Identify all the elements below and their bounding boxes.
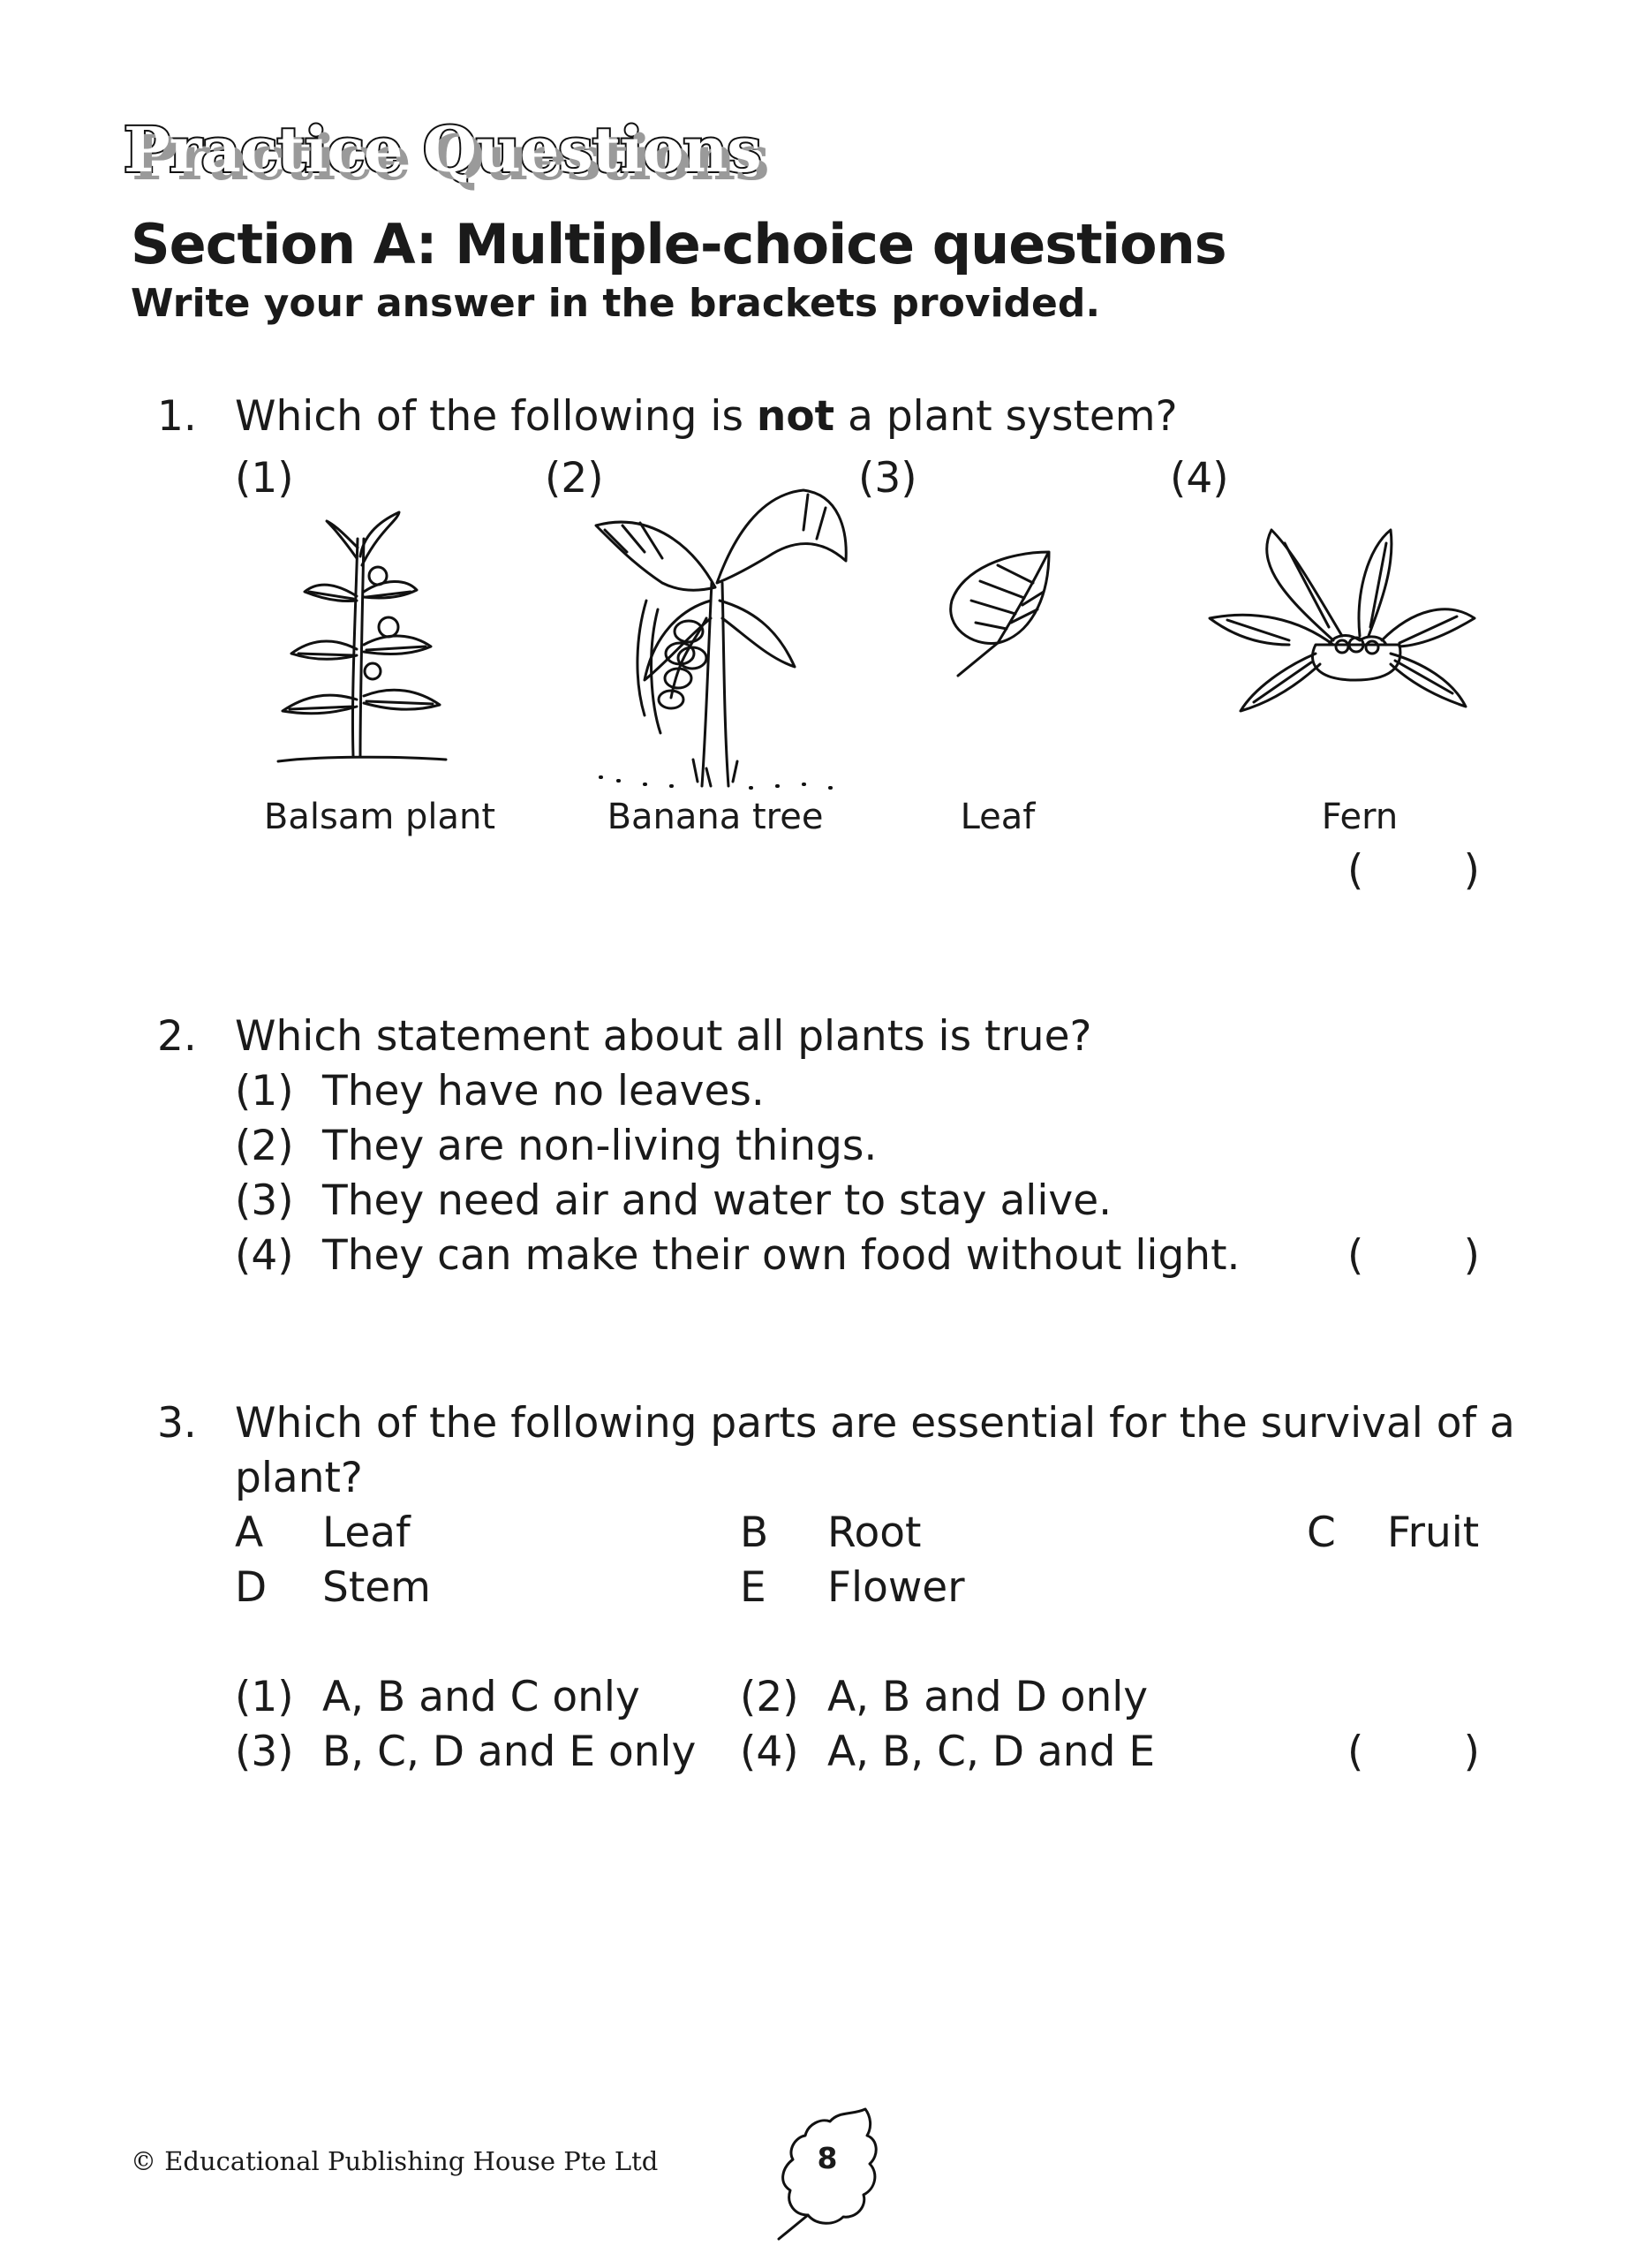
- part-name: Leaf: [322, 1509, 411, 1557]
- option-number: (3): [858, 454, 917, 503]
- question-number: 3.: [157, 1399, 197, 1448]
- option-number: (3): [235, 1728, 294, 1776]
- option-text: They need air and water to stay alive.: [322, 1176, 1113, 1225]
- option-text: A, B and D only: [827, 1673, 1149, 1721]
- option-number: (4): [1170, 454, 1229, 503]
- part-name: Fruit: [1387, 1509, 1480, 1557]
- answer-bracket[interactable]: ( ): [1347, 1231, 1480, 1280]
- question-text: Which of the following is not a plant system?: [235, 392, 1178, 441]
- question-text: plant?: [235, 1454, 363, 1502]
- question-number: 2.: [157, 1012, 197, 1061]
- fern-plant-icon: [1201, 512, 1483, 715]
- option-text: They have no leaves.: [322, 1067, 765, 1115]
- part-letter: E: [740, 1563, 766, 1612]
- balsam-plant-icon: [265, 495, 459, 768]
- option-number: (2): [545, 454, 604, 503]
- option-number: (3): [235, 1176, 294, 1225]
- option-number: (2): [235, 1122, 294, 1170]
- question-text: Which statement about all plants is true?: [235, 1012, 1092, 1061]
- question-number: 1.: [157, 392, 197, 441]
- answer-bracket[interactable]: ( ): [1347, 846, 1480, 895]
- option-caption: Leaf: [960, 797, 1036, 837]
- copyright-text: © Educational Publishing House Pte Ltd: [131, 2146, 659, 2176]
- part-name: Root: [827, 1509, 922, 1557]
- emphasis-text: not: [756, 392, 835, 441]
- option-number: (4): [740, 1728, 799, 1776]
- instruction-text: Write your answer in the brackets provided.: [131, 281, 1101, 326]
- section-title: Section A: Multiple-choice questions: [131, 212, 1226, 276]
- option-number: (1): [235, 1067, 294, 1115]
- option-text: They can make their own food without light.: [322, 1231, 1241, 1280]
- part-letter: A: [235, 1509, 264, 1557]
- option-number: (1): [235, 1673, 294, 1721]
- option-number: (4): [235, 1231, 294, 1280]
- question-text: Which of the following parts are essential for the survival of a: [235, 1399, 1515, 1448]
- banana-tree-icon: [583, 477, 856, 795]
- option-caption: Banana tree: [607, 797, 824, 837]
- option-caption: Balsam plant: [263, 797, 496, 837]
- answer-bracket[interactable]: ( ): [1347, 1728, 1480, 1776]
- part-name: Flower: [827, 1563, 965, 1612]
- part-name: Stem: [322, 1563, 431, 1612]
- option-text: A, B and C only: [322, 1673, 640, 1721]
- leaf-icon: [945, 548, 1060, 680]
- option-caption: Fern: [1321, 797, 1399, 837]
- option-text: B, C, D and E only: [322, 1728, 697, 1776]
- page-number: 8: [817, 2141, 838, 2175]
- option-number: (1): [235, 454, 294, 503]
- part-letter: B: [740, 1509, 769, 1557]
- practice-questions-heading: Practice Questions: [124, 113, 761, 186]
- option-text: A, B, C, D and E: [827, 1728, 1156, 1776]
- part-letter: D: [235, 1563, 268, 1612]
- option-number: (2): [740, 1673, 799, 1721]
- part-letter: C: [1307, 1509, 1336, 1557]
- option-text: They are non-living things.: [322, 1122, 878, 1170]
